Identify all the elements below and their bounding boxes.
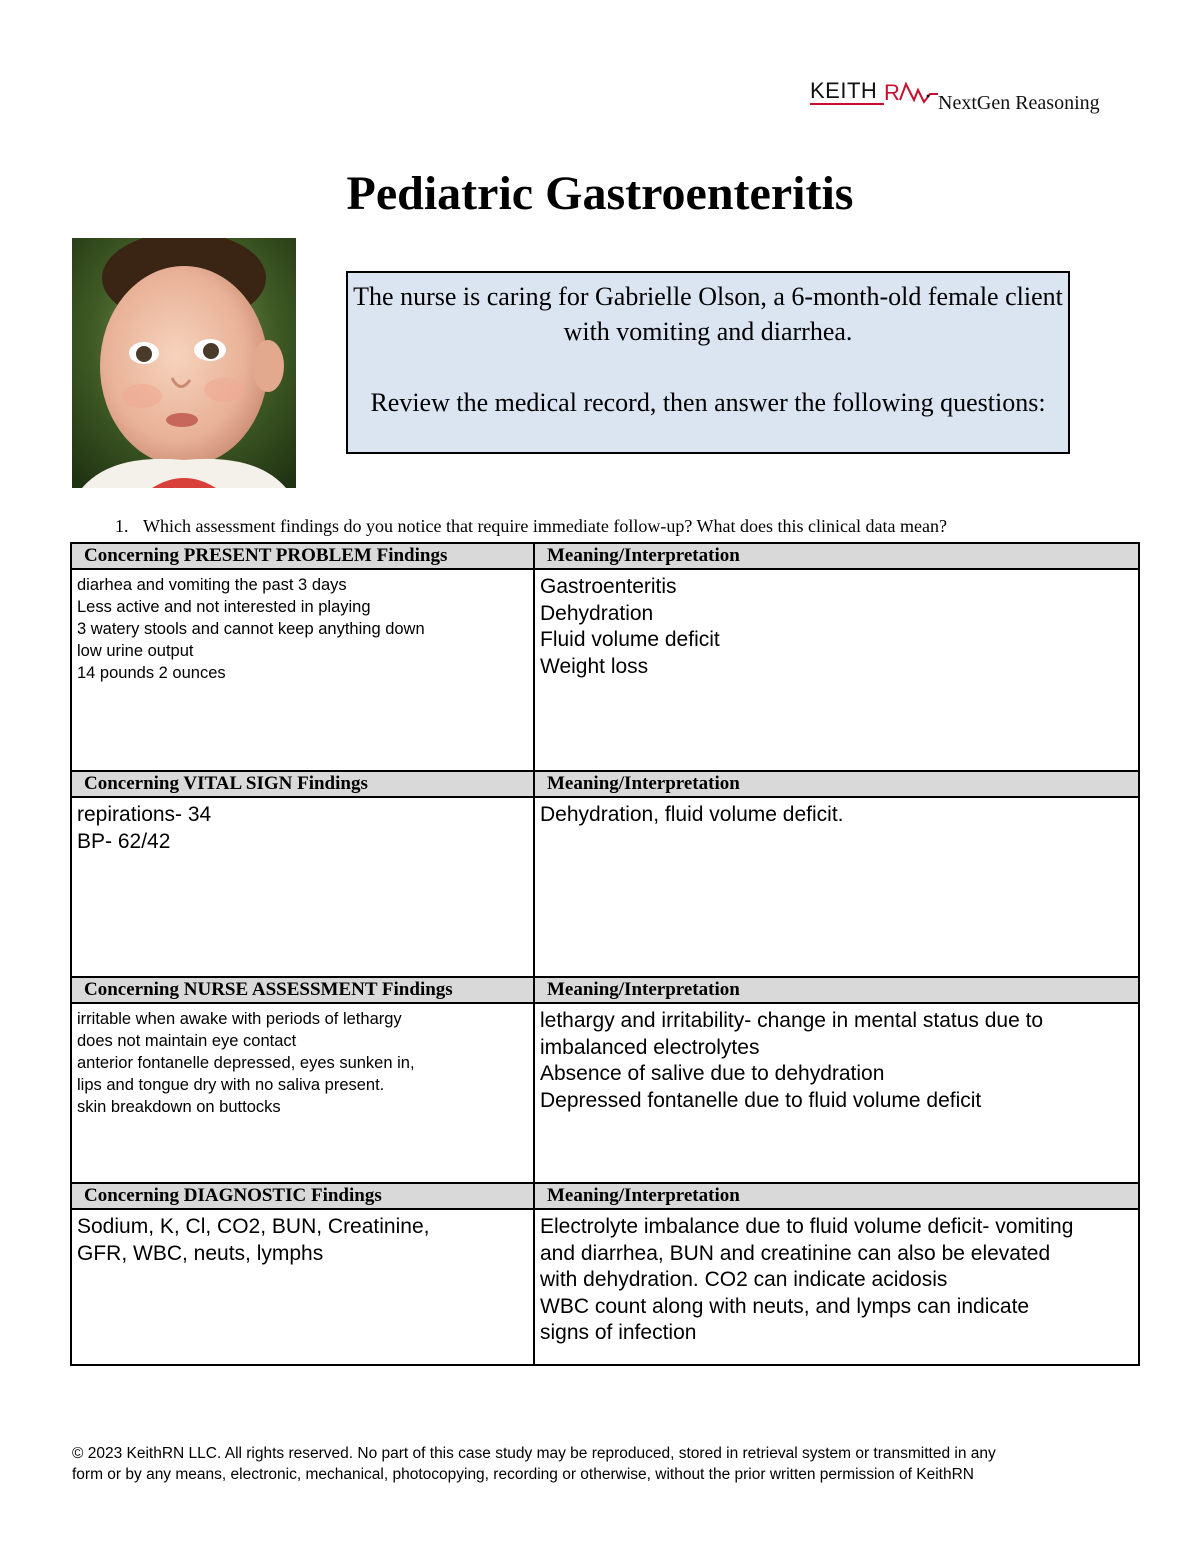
question-text: Which assessment findings do you notice that require immediate follow-up? What does this clinical data mean?: [143, 516, 947, 536]
logo-rn-mark: [884, 78, 940, 108]
meaning-line: Gastroenteritis: [540, 575, 677, 598]
meaning-line: Depressed fontanelle due to fluid volume deficit: [540, 1088, 982, 1112]
footer-line: form or by any means, electronic, mechanical, photocopying, recording or otherwise, without the prior written permission of KeithRN: [72, 1466, 974, 1483]
question-number: 1.: [115, 516, 129, 536]
meaning-line: signs of infection: [540, 1321, 697, 1344]
scenario-instructions: Review the medical record, then answer the following questions:: [370, 388, 1046, 417]
finding-line: 14 pounds 2 ounces: [77, 664, 226, 682]
diagnostic-meanings[interactable]: [534, 1209, 1139, 1365]
meaning-line: with dehydration. CO2 can indicate acidosis: [540, 1268, 948, 1291]
meaning-header: Meaning/Interpretation: [534, 977, 1139, 1003]
table-row: [71, 1209, 1139, 1365]
present-problem-meanings[interactable]: [534, 569, 1139, 771]
logo-keith-text: KEITH: [810, 78, 878, 103]
finding-line: 3 watery stools and cannot keep anything down: [77, 620, 425, 638]
vital-sign-meanings[interactable]: [534, 797, 1139, 977]
meaning-header: Meaning/Interpretation: [534, 771, 1139, 797]
finding-line: GFR, WBC, neuts, lymphs: [77, 1241, 324, 1265]
footer-line: © 2023 KeithRN LLC. All rights reserved. No part of this case study may be reproduced, stored in retrieval system or transmitted in any: [72, 1445, 996, 1462]
diagnostic-findings[interactable]: [71, 1209, 534, 1365]
meaning-line: Absence of salive due to dehydration: [540, 1062, 885, 1085]
meaning-line: imbalanced electrolytes: [540, 1035, 760, 1059]
table-row: [71, 797, 1139, 977]
present-problem-findings[interactable]: [71, 569, 534, 771]
meaning-line: Weight loss: [540, 654, 649, 678]
meaning-header: Meaning/Interpretation: [534, 543, 1139, 569]
finding-line: low urine output: [77, 642, 194, 660]
svg-text:R: R: [884, 80, 900, 105]
meaning-line: WBC count along with neuts, and lymps can indicate: [540, 1294, 1030, 1318]
nurse-assessment-header: Concerning NURSE ASSESSMENT Findings: [71, 977, 534, 1003]
finding-line: irritable when awake with periods of lethargy: [77, 1010, 402, 1028]
meaning-line: Dehydration, fluid volume deficit.: [540, 803, 844, 826]
finding-line: diarhea and vomiting the past 3 days: [77, 576, 347, 594]
finding-line: does not maintain eye contact: [77, 1032, 297, 1050]
present-problem-header: Concerning PRESENT PROBLEM Findings: [71, 543, 534, 569]
finding-line: BP- 62/42: [77, 829, 171, 853]
finding-line: repirations- 34: [77, 803, 212, 826]
findings-table: [70, 542, 1140, 1366]
logo-underline: [810, 103, 884, 105]
infant-photo: [72, 238, 296, 488]
vital-sign-findings[interactable]: [71, 797, 534, 977]
question-1: [115, 516, 947, 537]
finding-line: anterior fontanelle depressed, eyes sunken in,: [77, 1054, 415, 1072]
nurse-assessment-findings[interactable]: [71, 1003, 534, 1183]
nurse-assessment-meanings[interactable]: [534, 1003, 1139, 1183]
meaning-line: Dehydration: [540, 601, 654, 625]
vital-sign-header: Concerning VITAL SIGN Findings: [71, 771, 534, 797]
scenario-text: The nurse is caring for Gabrielle Olson, a 6-month-old female client with vomiting and diarrhea.: [353, 282, 1063, 346]
meaning-line: lethargy and irritability- change in mental status due to: [540, 1009, 1044, 1032]
page-title: Pediatric Gastroenteritis: [346, 167, 854, 220]
meaning-line: and diarrhea, BUN and creatinine can also be elevated: [540, 1241, 1051, 1265]
table-header-row: [71, 543, 1139, 569]
meaning-line: Fluid volume deficit: [540, 628, 720, 651]
scenario-box: [346, 271, 1070, 454]
copyright-footer: [72, 1443, 1142, 1485]
table-header-row: [71, 1183, 1139, 1209]
keithrn-logo: [810, 78, 1140, 118]
meaning-line: Electrolyte imbalance due to fluid volume deficit- vomiting: [540, 1215, 1074, 1238]
table-header-row: [71, 977, 1139, 1003]
finding-line: Less active and not interested in playing: [77, 598, 371, 616]
diagnostic-header: Concerning DIAGNOSTIC Findings: [71, 1183, 534, 1209]
table-row: [71, 1003, 1139, 1183]
logo-tagline: NextGen Reasoning: [938, 92, 1100, 114]
finding-line: Sodium, K, Cl, CO2, BUN, Creatinine,: [77, 1215, 430, 1238]
table-row: [71, 569, 1139, 771]
finding-line: skin breakdown on buttocks: [77, 1098, 281, 1116]
table-header-row: [71, 771, 1139, 797]
meaning-header: Meaning/Interpretation: [534, 1183, 1139, 1209]
finding-line: lips and tongue dry with no saliva present.: [77, 1076, 385, 1094]
